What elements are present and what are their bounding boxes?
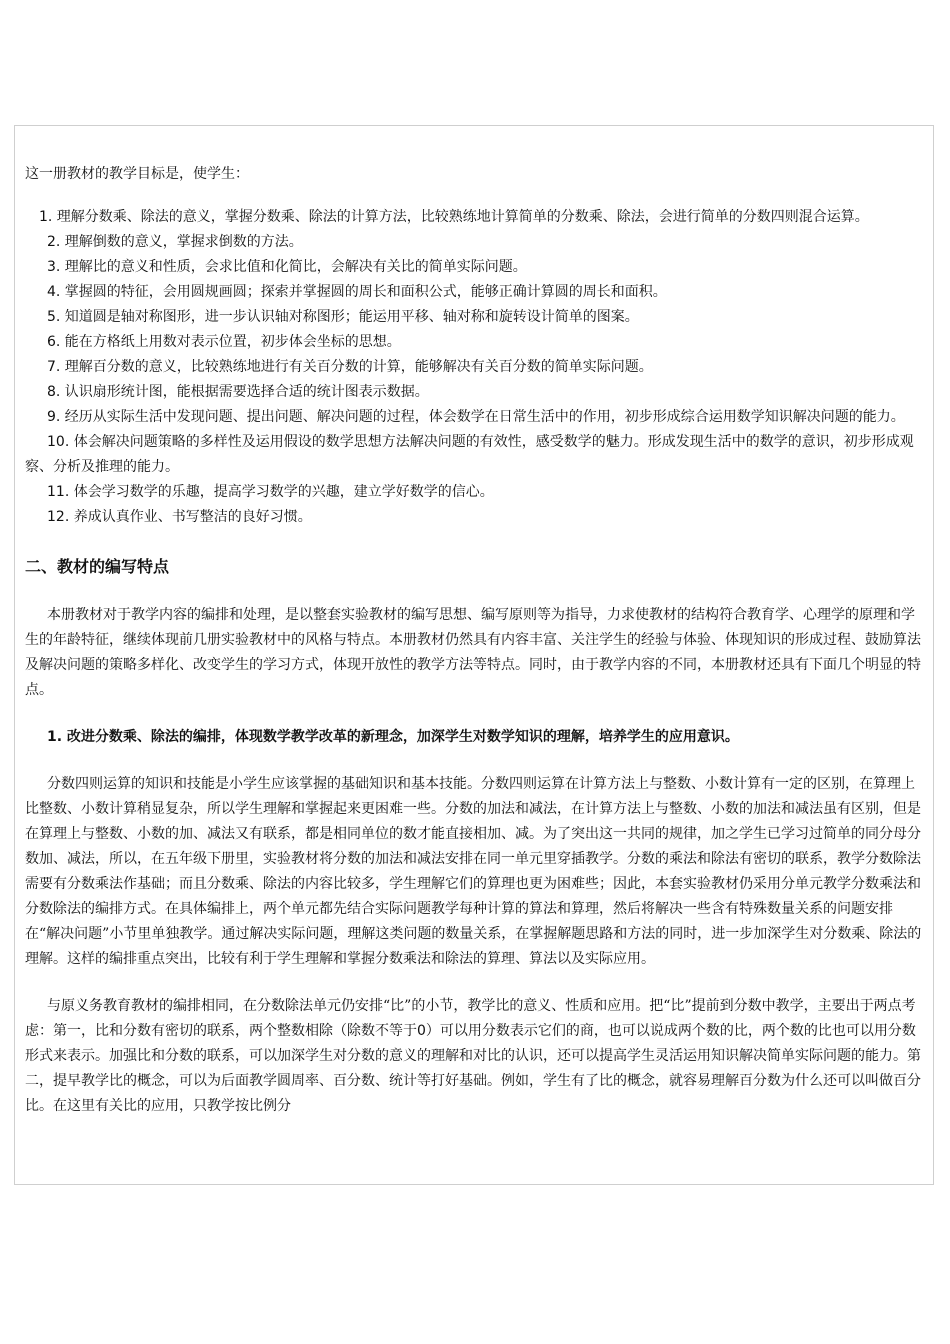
goal-text: 理解比的意义和性质，会求比值和化简比，会解决有关比的简单实际问题。 [60, 259, 527, 275]
goal-item [25, 505, 927, 530]
subsection-title: 改进分数乘、除法的编排，体现数学教学改革的新理念，加深学生对数学知识的理解，培养学生的应用意识。 [62, 729, 739, 745]
goal-text: 理解分数乘、除法的意义，掌握分数乘、除法的计算方法，比较熟练地计算简单的分数乘、除法，会进行简单的分数四则混合运算。 [52, 209, 869, 225]
goal-number: 1. [39, 209, 53, 225]
goal-item [25, 205, 927, 230]
goal-number: 6. [47, 334, 61, 350]
goal-text: 知道圆是轴对称图形，进一步认识轴对称图形；能运用平移、轴对称和旋转设计简单的图案。 [60, 309, 639, 325]
goal-text: 理解百分数的意义，比较熟练地进行有关百分数的计算，能够解决有关百分数的简单实际问题。 [60, 359, 653, 375]
goals-list [25, 205, 927, 530]
document-body [25, 162, 927, 1141]
section-heading: 二、教材的编写特点 [25, 557, 170, 576]
subsection-heading [25, 725, 927, 750]
paragraph-text-b: ）可以用分数表示它们的商，也可以说成两个数的比，两个数的比也可以用分数形式来表示。加强比和分数的联系，可以加深学生对分数的意义的理解和对比的认识，还可以提高学生灵活运用知识解决简单实际问题的能力。第二，提早教学比的概念，可以为后面教学圆周率、百分数、统计等打好基础。例如，学生有了比的概念，就容易理解百分数为什么还可以叫做百分比。在这里有关比的应用，只教学按比例分 [25, 1023, 921, 1114]
section-paragraph: 本册教材对于教学内容的编排和处理，是以整套实验教材的编写思想、编写原则等为指导，力求使教材的结构符合教育学、心理学的原理和学生的年龄特征，继续体现前几册实验教材中的风格与特点。本册教材仍然具有内容丰富、关注学生的经验与体验、体现知识的形成过程、鼓励算法及解决问题的策略多样化、改变学生的学习方式，体现开放性的教学方法等特点。同时，由于教学内容的不同，本册教材还具有下面几个明显的特点。 [25, 607, 921, 698]
goal-text: 掌握圆的特征，会用圆规画圆；探索并掌握圆的周长和面积公式，能够正确计算圆的周长和面积。 [60, 284, 667, 300]
intro-text: 这一册教材的教学目标是，使学生： [25, 166, 249, 182]
document-frame [14, 125, 934, 1185]
paragraph-number: 0 [417, 1023, 426, 1039]
goal-number: 2. [47, 234, 61, 250]
goal-text: 养成认真作业、书写整洁的良好习惯。 [69, 509, 312, 525]
body-paragraph-2 [25, 994, 927, 1119]
goal-item [25, 280, 927, 305]
goal-number: 7. [47, 359, 61, 375]
goal-item [25, 355, 927, 380]
goal-number: 10. [47, 434, 70, 450]
goal-item [25, 305, 927, 330]
body-paragraph-1: 分数四则运算的知识和技能是小学生应该掌握的基础知识和基本技能。分数四则运算在计算方法上与整数、小数计算有一定的区别，在算理上比整数、小数计算稍显复杂，所以学生理解和掌握起来更困难一些。分数的加法和减法，在计算方法上与整数、小数的加法和减法虽有区别，但是在算理上与整数、小数的加、减法又有联系，都是相同单位的数才能直接相加、减。为了突出这一共同的规律，加之学生已学习过简单的同分母分数加、减法，所以，在五年级下册里，实验教材将分数的加法和减法安排在同一单元里穿插教学。分数的乘法和除法有密切的联系，教学分数除法需要有分数乘法作基础；而且分数乘、除法的内容比较多，学生理解它们的算理也更为困难些；因此，本套实验教材仍采用分单元教学分数乘法和分数除法的编排方式。在具体编排上，两个单元都先结合实际问题教学每种计算的算法和算理，然后将解决一些含有特殊数量关系的问题安排在“解决问题”小节里单独教学。通过解决实际问题，理解这类问题的数量关系，在掌握解题思路和方法的同时，进一步加深学生对分数乘、除法的理解。这样的编排重点突出，比较有利于学生理解和掌握分数乘法和除法的算理、算法以及实际应用。 [25, 776, 922, 967]
goal-text: 体会学习数学的乐趣，提高学习数学的兴趣，建立学好数学的信心。 [69, 484, 494, 500]
goal-number: 11. [47, 484, 70, 500]
goal-number: 3. [47, 259, 61, 275]
goal-item [25, 230, 927, 255]
goal-item [25, 255, 927, 280]
subsection-number: 1. [47, 729, 63, 745]
goal-number: 4. [47, 284, 61, 300]
goal-text: 能在方格纸上用数对表示位置，初步体会坐标的思想。 [60, 334, 401, 350]
paragraph-text-a: 与原义务教育教材的编排相同，在分数除法单元仍安排“比”的小节，教学比的意义、性质和应用。把“比”提前到分数中教学，主要出于两点考虑：第一，比和分数有密切的联系，两个整数相除（除数不等于 [25, 998, 916, 1039]
goal-item [25, 430, 927, 480]
goal-number: 5. [47, 309, 61, 325]
goal-number: 12. [47, 509, 70, 525]
goal-item [25, 480, 927, 505]
goal-item [25, 405, 927, 430]
goal-text: 认识扇形统计图，能根据需要选择合适的统计图表示数据。 [60, 384, 429, 400]
goal-number: 8. [47, 384, 61, 400]
goal-item [25, 330, 927, 355]
goal-text: 理解倒数的意义，掌握求倒数的方法。 [60, 234, 303, 250]
goal-text: 体会解决问题策略的多样性及运用假设的数学思想方法解决问题的有效性，感受数学的魅力。形成发现生活中的数学的意识，初步形成观察、分析及推理的能力。 [25, 434, 914, 475]
goal-number: 9. [47, 409, 61, 425]
goal-item [25, 380, 927, 405]
goal-text: 经历从实际生活中发现问题、提出问题、解决问题的过程，体会数学在日常生活中的作用，初步形成综合运用数学知识解决问题的能力。 [60, 409, 905, 425]
